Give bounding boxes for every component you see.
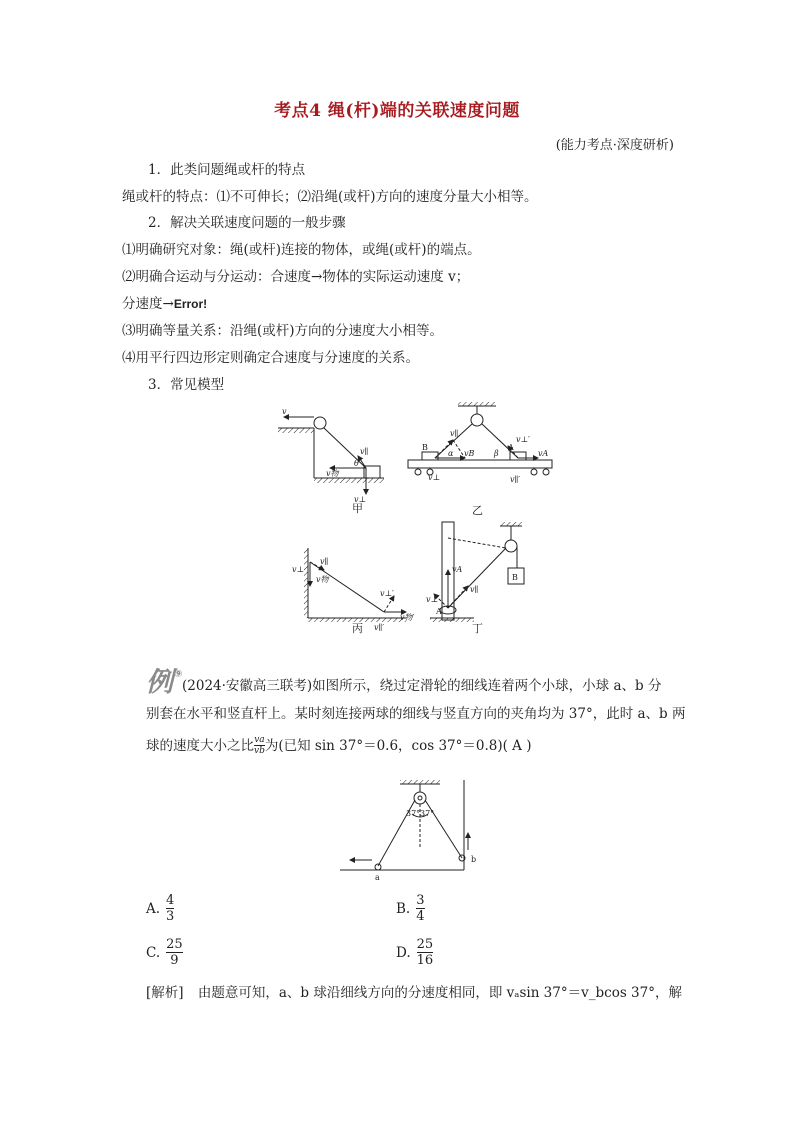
caption-ding: 丁 [472, 622, 483, 635]
option-a-fraction [166, 893, 174, 924]
point-2-heading: 2．解决关联速度问题的一般步骤 [148, 215, 346, 231]
step-4: ⑷用平行四边形定则确定合速度与分速度的关系。 [122, 350, 419, 366]
caption-jia: 甲 [352, 502, 363, 515]
step-3: ⑶明确等量关系：沿绳(或杆)方向的分速度大小相等。 [122, 323, 444, 339]
option-a-label: A. [146, 900, 161, 917]
error-text: Error! [173, 297, 208, 311]
option-b[interactable] [396, 893, 425, 924]
example-number: ⑨ [174, 669, 183, 680]
page-title: 考点4 绳(杆)端的关联速度问题 [274, 101, 520, 121]
bing-vperp-label: v⊥ [292, 565, 305, 574]
example-mark-char: 例 [146, 667, 173, 698]
ratio-numerator: va [254, 735, 265, 745]
ding-vperp-label: v⊥ [426, 595, 439, 604]
ratio-denominator: vb [254, 746, 265, 756]
yi-vpar2-label: v∥′ [510, 475, 521, 484]
option-d[interactable] [396, 937, 433, 968]
bing-vpar2-label: v∥′ [374, 623, 385, 632]
jia-vperp-label: v⊥ [354, 495, 367, 504]
option-d-fraction [417, 937, 434, 968]
example-line-3 [146, 735, 531, 756]
point-1-body: 绳或杆的特点：⑴不可伸长；⑵沿绳(或杆)方向的速度分量大小相等。 [122, 189, 538, 205]
option-b-fraction [416, 893, 424, 924]
yi-B-label: B [422, 443, 428, 452]
step-2-sub-text: 分速度→ [122, 296, 174, 312]
angle-right-label: 37° [420, 809, 435, 818]
figure-yi [408, 402, 552, 475]
yi-alpha-label: α [448, 449, 454, 458]
step-2: ⑵明确合运动与分运动：合速度→物体的实际运动速度 v； [122, 269, 470, 285]
step-1: ⑴明确研究对象：绳(或杆)连接的物体，或绳(或杆)的端点。 [122, 242, 481, 258]
analysis-label: [解析] [146, 985, 184, 1001]
bing-vperp2-label: v⊥′ [380, 589, 394, 598]
angle-left-label: 37° [406, 809, 421, 818]
example-line-3-a: 球的速度大小之比 [146, 737, 254, 754]
option-a-den: 3 [166, 909, 175, 924]
caption-yi: 乙 [472, 504, 483, 517]
ding-B-label: B [512, 573, 518, 582]
option-a-num: 4 [166, 893, 175, 908]
bing-vwu2-label: v物′ [400, 613, 415, 622]
analysis-text: 由题意可知，a、b 球沿细线方向的分速度相同，即 vₐsin 37°＝v_bcos 37°，解 [197, 985, 682, 1001]
yi-vpar-label: v∥ [450, 429, 459, 438]
ball-a-label: a [375, 873, 380, 882]
ding-vA-label: vA [452, 565, 463, 574]
jia-vpar-label: v∥ [360, 447, 369, 456]
option-a[interactable] [146, 893, 174, 924]
option-c[interactable] [146, 937, 183, 968]
analysis [146, 983, 682, 1003]
option-c-fraction [166, 937, 183, 968]
yi-beta-label: β [494, 449, 499, 458]
jia-vwu-label: v物 [326, 469, 339, 478]
option-b-den: 4 [416, 909, 425, 924]
ball-b-label: b [471, 855, 477, 864]
yi-vA-label: vA [538, 449, 549, 458]
option-b-num: 3 [416, 893, 425, 908]
step-2-sub [122, 294, 207, 314]
option-c-den: 9 [170, 953, 179, 968]
example-figure [340, 778, 490, 888]
example-mark [146, 660, 181, 699]
jia-v-label: v [282, 407, 287, 416]
models-figure [270, 400, 560, 635]
jia-theta-label: θ [354, 459, 359, 468]
option-d-den: 16 [416, 953, 434, 968]
ding-A-label: A [436, 607, 442, 616]
section-tag: (能力考点·深度研析) [555, 138, 674, 153]
point-3-heading: 3．常见模型 [148, 377, 225, 393]
ding-vpar-label: v∥ [470, 585, 479, 594]
option-d-num: 25 [416, 937, 434, 952]
figure-ding [430, 522, 524, 622]
caption-bing: 丙 [352, 622, 363, 635]
bing-vwu-label: v物 [316, 575, 329, 584]
option-c-label: C. [146, 944, 161, 961]
option-d-label: D. [396, 944, 411, 961]
point-1-heading: 1．此类问题绳或杆的特点 [148, 162, 306, 178]
ratio-fraction [254, 735, 265, 756]
example-line-3-b: 为(已知 sin 37°＝0.6，cos 37°＝0.8)( A ) [264, 737, 532, 754]
yi-A-label: A [508, 443, 514, 452]
option-b-label: B. [396, 900, 411, 917]
bing-vpar-label: v∥ [320, 557, 329, 566]
option-c-num: 25 [166, 937, 183, 952]
example-line-2: 别套在水平和竖直杆上。某时刻连接两球的细线与竖直方向的夹角均为 37°，此时 a、b 两 [146, 706, 686, 722]
yi-vperp2-label: v⊥′ [516, 435, 530, 444]
yi-vB-label: vB [464, 449, 475, 458]
example-line-1: (2024·安徽高三联考)如图所示，绕过定滑轮的细线连着两个小球，小球 a、b 分 [182, 678, 662, 694]
yi-vperp-label: v⊥ [428, 473, 441, 482]
